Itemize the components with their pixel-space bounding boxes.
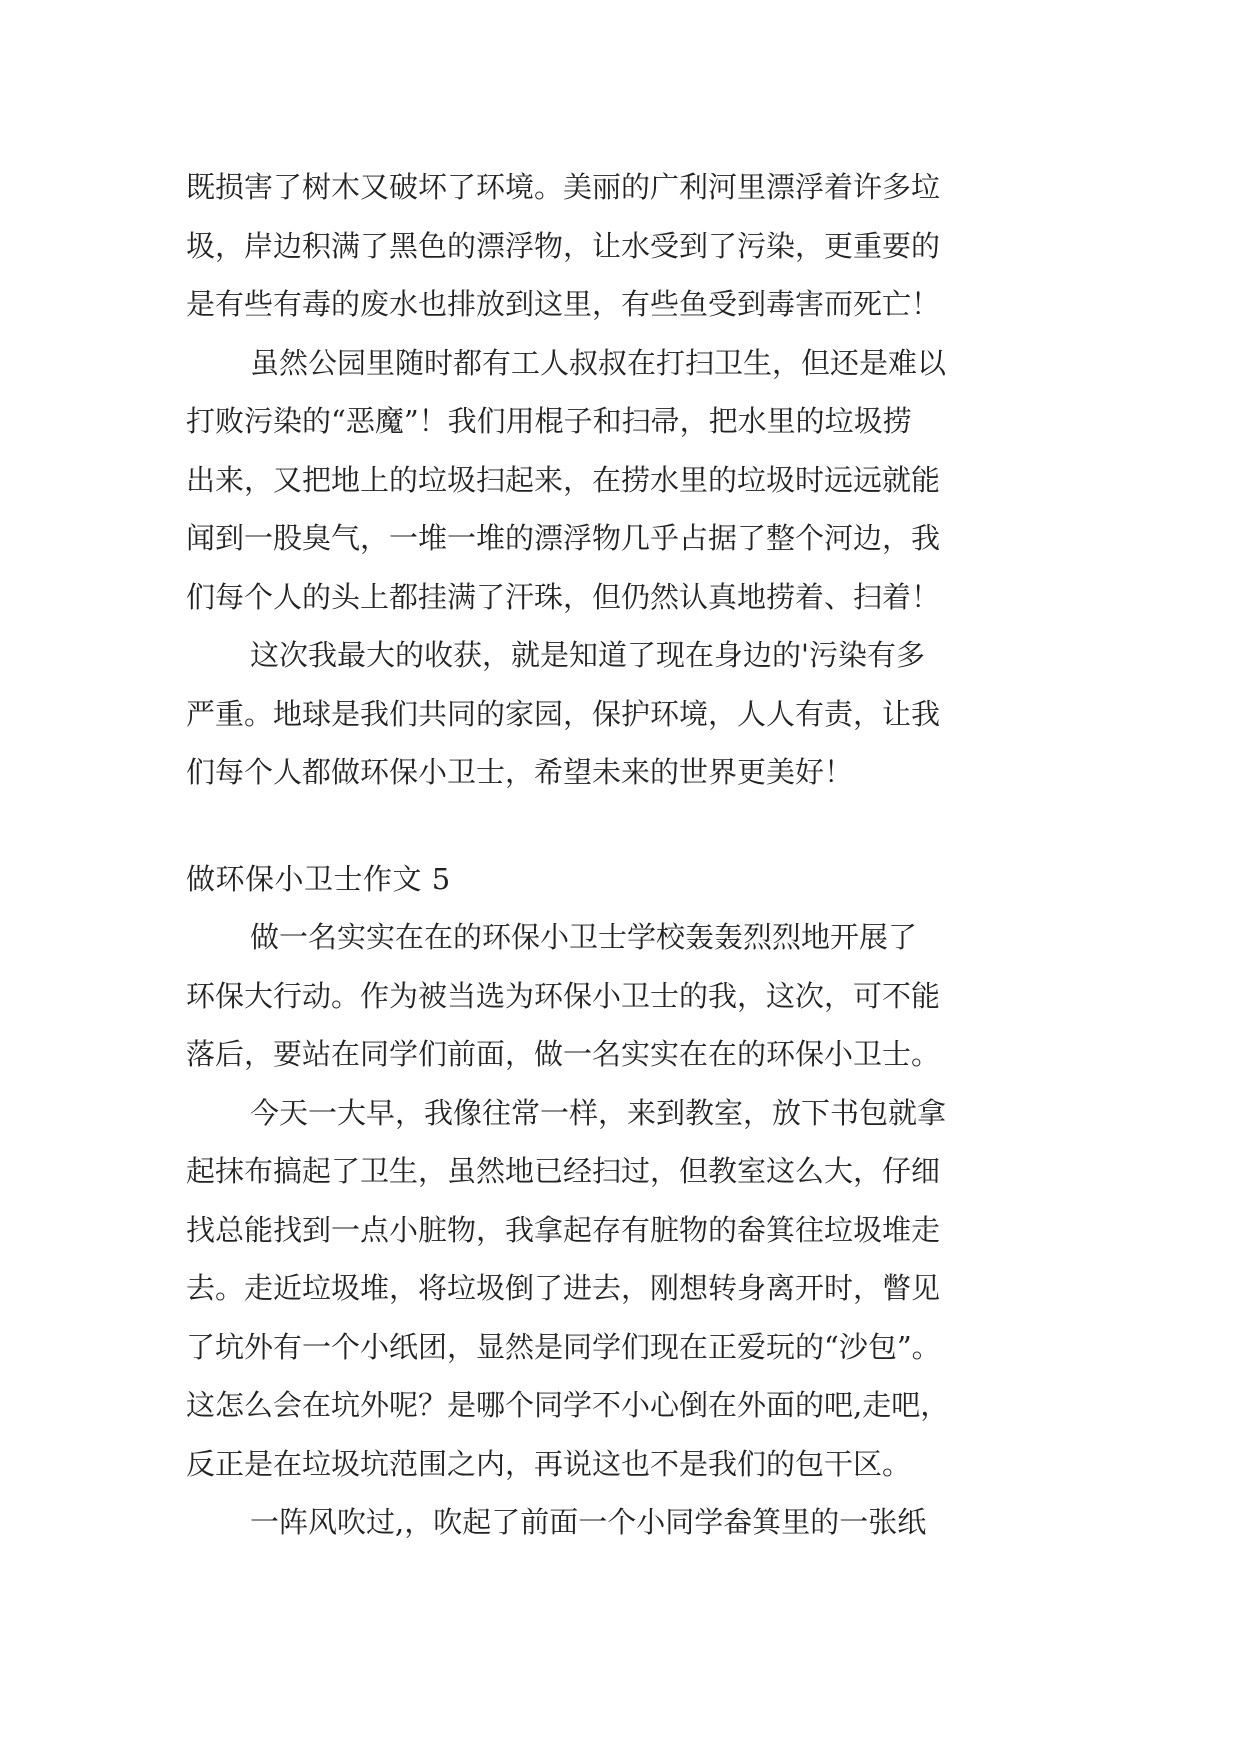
paragraph-line: 去。走近垃圾堆，将垃圾倒了进去，刚想转身离开时，瞥见	[186, 1271, 941, 1305]
paragraph-first-line: 这次我最大的收获，就是知道了现在身边的'污染有多	[250, 638, 925, 672]
paragraph-first-line: 一阵风吹过,，吹起了前面一个小同学畚箕里的一张纸	[250, 1505, 927, 1539]
paragraph-line: 了坑外有一个小纸团，显然是同学们现在正爱玩的“沙包”。	[186, 1329, 941, 1364]
paragraph-line: 出来，又把地上的垃圾扫起来，在捞水里的垃圾时远远就能	[186, 462, 941, 497]
paragraph-line: 严重。地球是我们共同的家园，保护环境，人人有责，让我	[186, 696, 941, 731]
section-gap	[186, 802, 1056, 850]
paragraph-line: 反正是在垃圾坑范围之内，再说这也不是我们的包干区。	[186, 1446, 912, 1481]
paragraph-line: 闻到一股臭气，一堆一堆的漂浮物几乎占据了整个河边，我	[186, 521, 941, 555]
paragraph-line: 是有些有毒的废水也排放到这里，有些鱼受到毒害而死亡！	[186, 287, 941, 321]
essay-part-5	[186, 908, 1056, 1552]
paragraph-first-line: 今天一大早，我像往常一样，来到教室，放下书包就拿	[250, 1095, 947, 1130]
paragraph-line: 既损害了树木又破坏了环境。美丽的广利河里漂浮着许多垃	[186, 170, 941, 204]
paragraph-first-line: 虽然公园里随时都有工人叔叔在打扫卫生，但还是难以	[250, 345, 947, 380]
paragraph-line: 起抹布搞起了卫生，虽然地已经扫过，但教室这么大，仔细	[186, 1154, 941, 1188]
paragraph-line: 环保大行动。作为被当选为环保小卫士的我，这次，可不能	[186, 978, 941, 1013]
section-heading: 做环保小卫士作文 5	[186, 861, 451, 896]
paragraph-line: 圾，岸边积满了黑色的漂浮物，让水受到了污染，更重要的	[186, 228, 941, 263]
paragraph-line: 落后，要站在同学们前面，做一名实实在在的环保小卫士。	[186, 1037, 941, 1071]
paragraph-line: 们每个人都做环保小卫士，希望未来的世界更美好！	[186, 755, 854, 789]
paragraph-first-line: 做一名实实在在的环保小卫士学校轰轰烈烈地开展了	[250, 920, 918, 954]
paragraph-line: 这怎么会在坑外呢？是哪个同学不小心倒在外面的吧,走吧，	[186, 1388, 950, 1422]
paragraph-line: 找总能找到一点小脏物，我拿起存有脏物的畚箕往垃圾堆走	[186, 1212, 941, 1247]
paragraph-line: 们每个人的头上都挂满了汗珠，但仍然认真地捞着、扫着！	[186, 579, 941, 614]
paragraph-line: 打败污染的“恶魔”！我们用棍子和扫帚，把水里的垃圾捞	[186, 404, 912, 438]
essay-body	[186, 158, 1056, 1552]
essay-part-previous	[186, 158, 1056, 802]
